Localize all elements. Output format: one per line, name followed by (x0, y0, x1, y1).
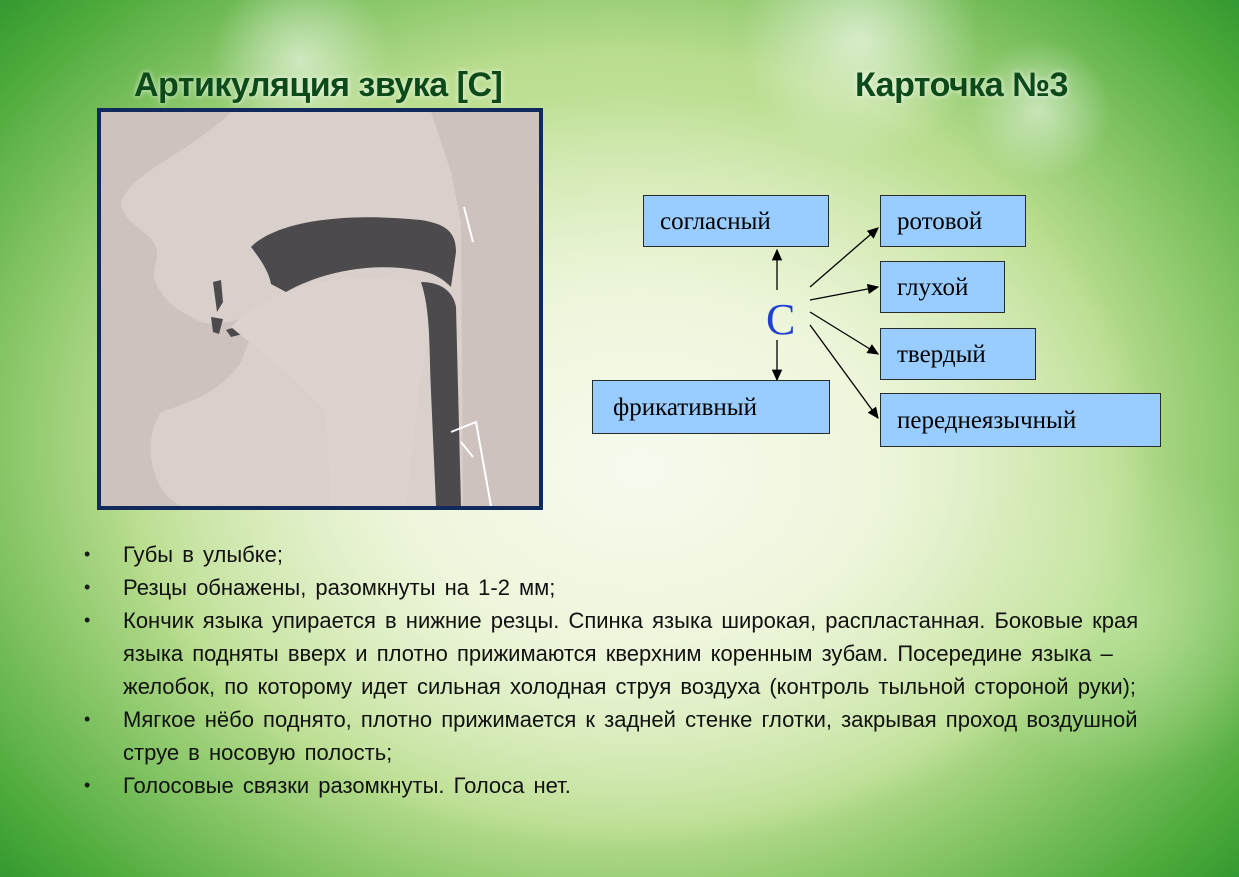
list-item (78, 769, 1178, 802)
feature-consonant-box: согласный (643, 195, 829, 247)
sound-characteristics-diagram (588, 190, 1168, 450)
feature-oral-box: ротовой (880, 195, 1026, 247)
list-item-text: Резцы обнажены, разомкнуты на 1-2 мм; (123, 575, 556, 600)
list-item-text: Мягкое нёбо поднято, плотно прижимается к задней стенке глотки, закрывая проход воздушной струе в носовую полость; (123, 707, 1138, 765)
feature-voiceless-box: глухой (880, 261, 1005, 313)
list-item-text: Кончик языка упирается в нижние резцы. Спинка языка широкая, распластанная. Боковые края языка подняты вверх и плотно прижимаются кверхним коренным зубам. Посередине языка – желобок, по которому идет сильная холодная струя воздуха (контроль тыльной стороной руки); (123, 608, 1139, 699)
bullet-icon: • (84, 577, 91, 597)
list-item (78, 571, 1178, 604)
list-item-text: Губы в улыбке; (123, 542, 283, 567)
bullet-icon: • (84, 544, 91, 564)
bullet-icon: • (84, 610, 91, 630)
list-item (78, 604, 1178, 703)
feature-hard-box: твердый (880, 328, 1036, 380)
feature-frontlingual-box: переднеязычный (880, 393, 1161, 447)
list-item-text: Голосовые связки разомкнуты. Голоса нет. (123, 773, 571, 798)
page-title: Артикуляция звука [С] (134, 66, 503, 104)
list-item (78, 703, 1178, 769)
card-number: Карточка №3 (855, 66, 1068, 104)
sound-letter: С (766, 295, 796, 344)
bullet-icon: • (84, 775, 91, 795)
list-item (78, 538, 1178, 571)
articulation-profile-image (97, 108, 543, 510)
bullet-icon: • (84, 709, 91, 729)
articulation-description-list (78, 538, 1178, 802)
feature-fricative-box: фрикативный (592, 380, 830, 434)
